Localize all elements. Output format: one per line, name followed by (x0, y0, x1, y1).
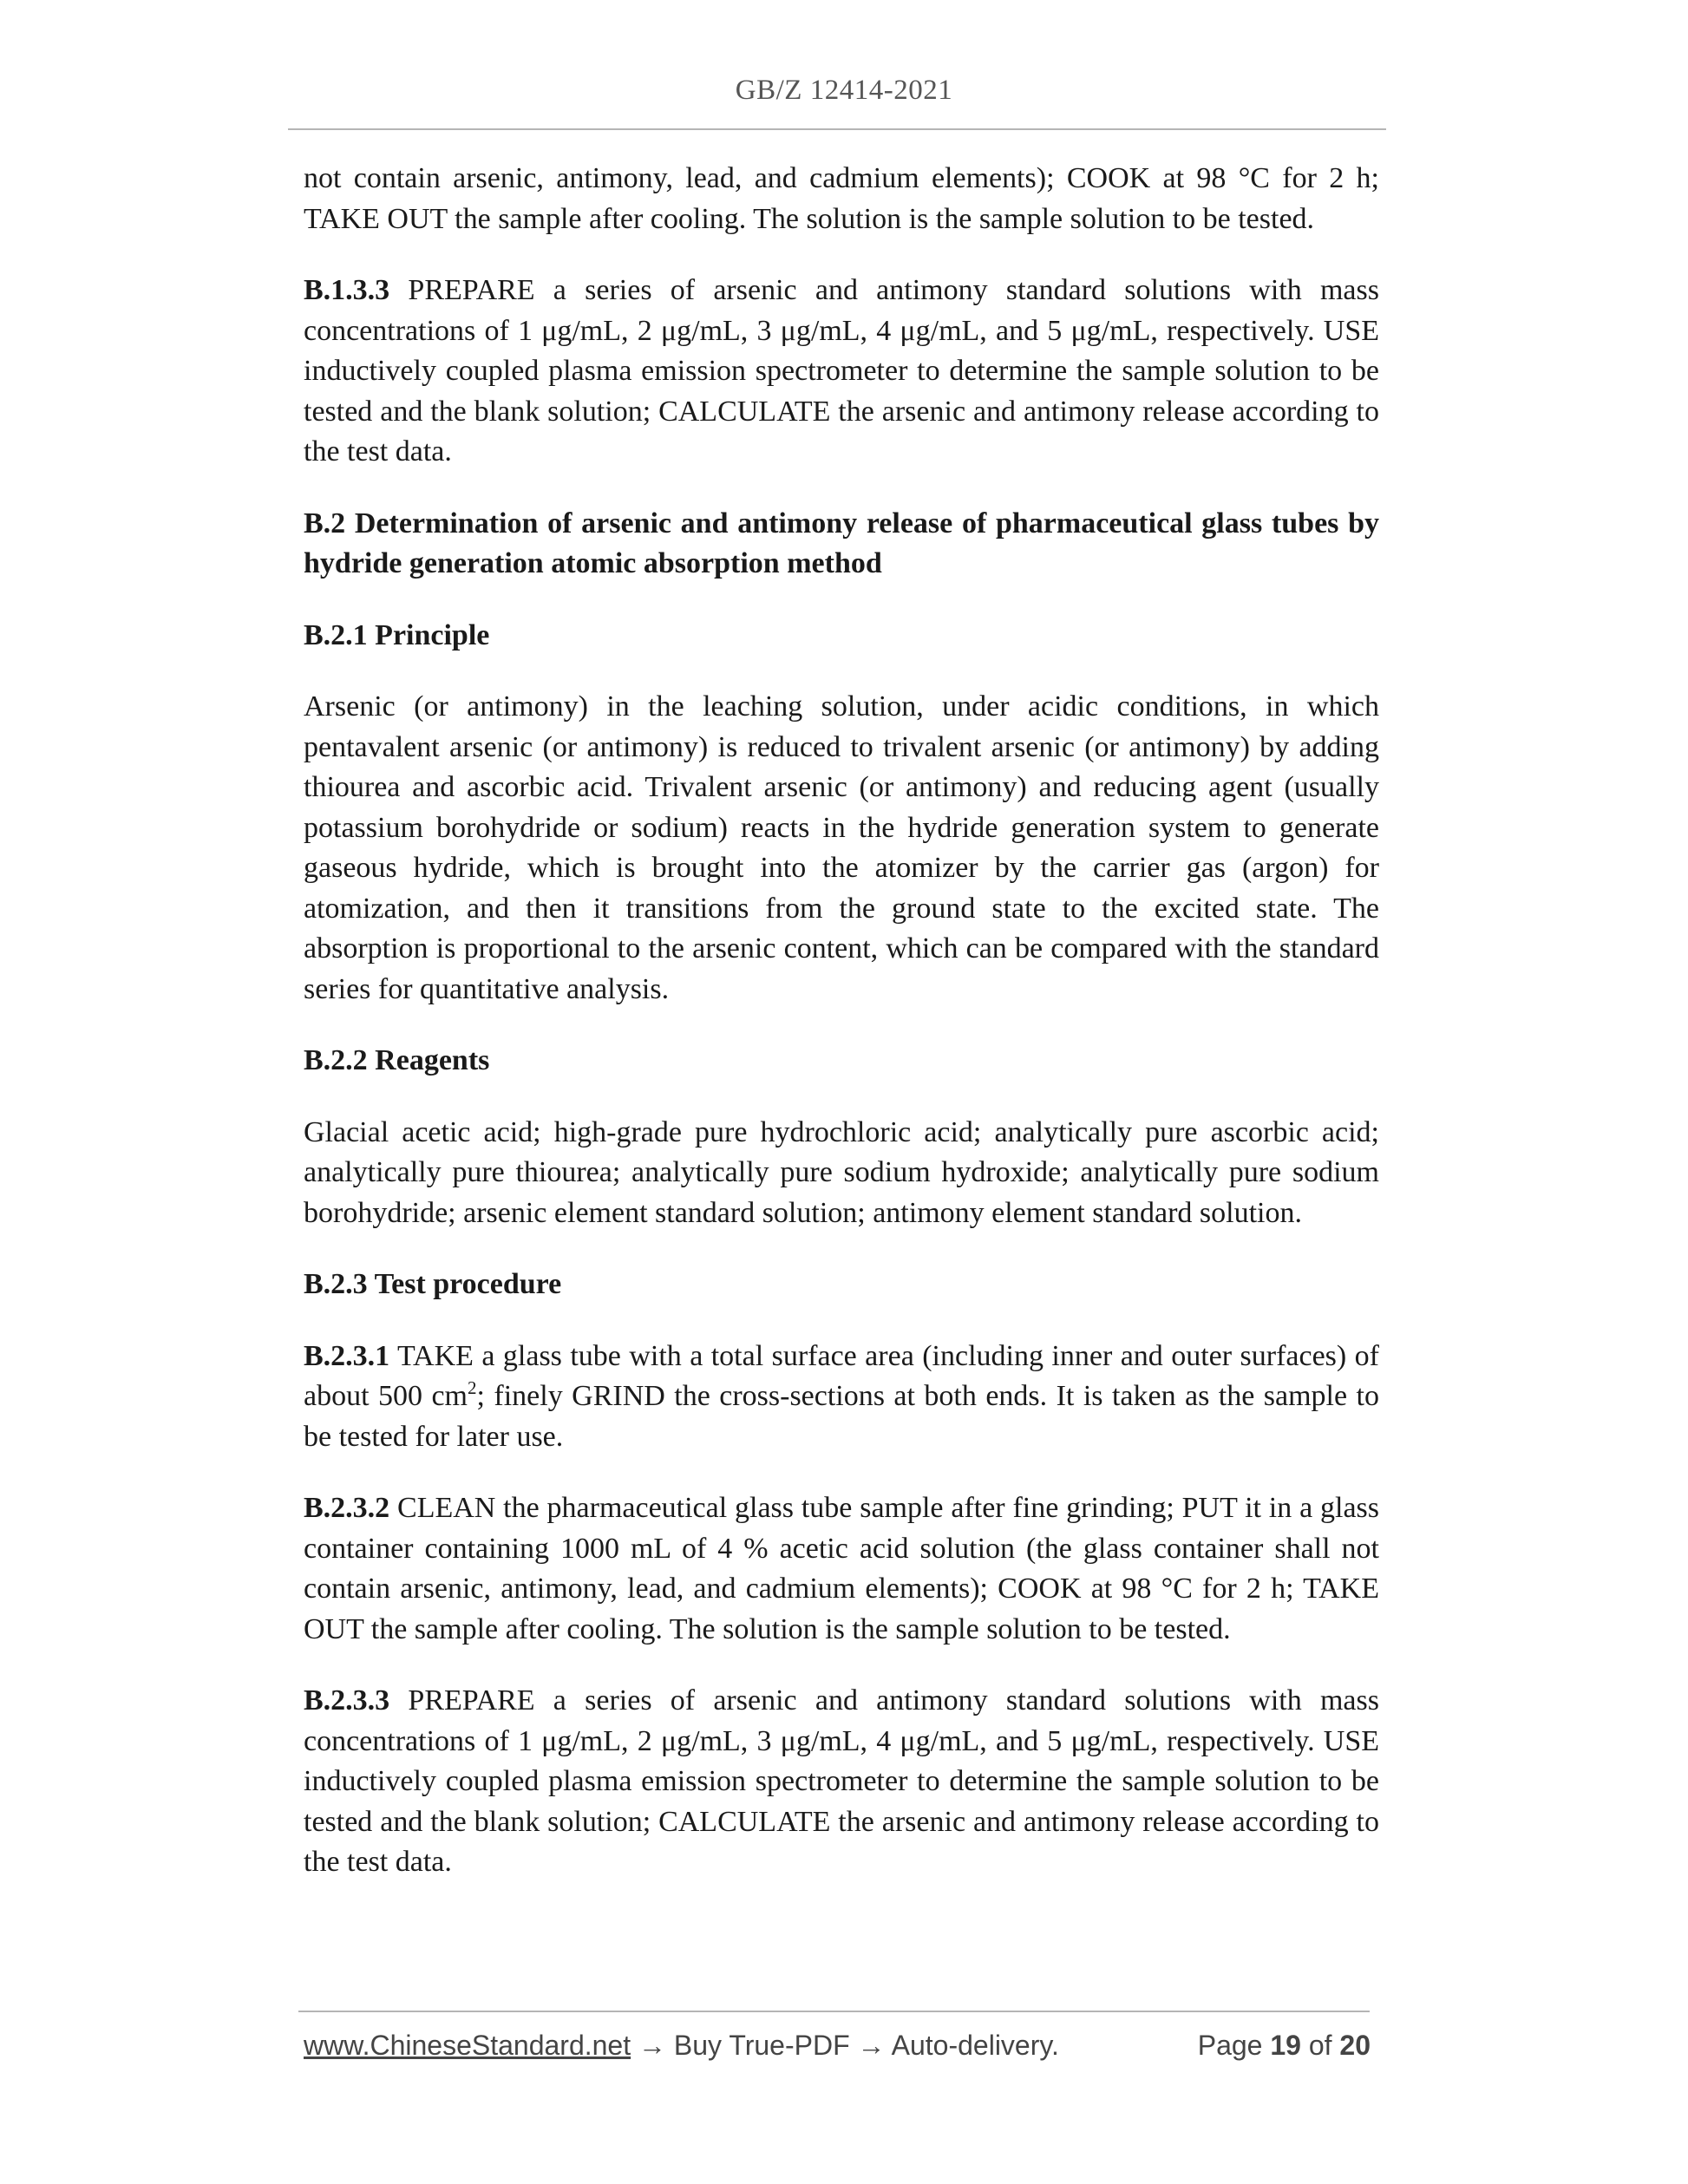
clause-text: PREPARE a series of arsenic and antimony standard solutions with mass concentrations of 1 μg/mL, 2 μg/mL, 3 μg/mL, 4 μg/mL, and 5 μg/mL, respectively. USE inductively coupled plasma emission spectrometer to determine the sample solution to be tested and the blank solution; CALCULATE the arsenic and antimony release according to the test data. (304, 1684, 1379, 1878)
footer-divider (298, 2011, 1370, 2012)
clause-b-2-3-3 (304, 1681, 1379, 1883)
page-of: of (1308, 2030, 1332, 2061)
page-current: 19 (1270, 2030, 1301, 2061)
superscript: 2 (467, 1377, 477, 1398)
clause-b-2-3-1 (304, 1337, 1379, 1458)
clause-number: B.2.3.3 (304, 1684, 390, 1716)
section-heading-b2-2: B.2.2 Reagents (304, 1044, 490, 1076)
clause-text: CLEAN the pharmaceutical glass tube sample after fine grinding; PUT it in a glass container containing 1000 mL of 4 % acetic acid solution (the glass container shall not contain arsenic, antimony, lead, and cadmium elements); COOK at 98 °C for 2 h; TAKE OUT the sample after cooling. The solution is the sample solution to be tested. (304, 1492, 1379, 1645)
paragraph-text: Arsenic (or antimony) in the leaching solution, under acidic conditions, in which pentavalent arsenic (or antimony) is reduced to trivalent arsenic (or antimony) by adding thiourea and ascorbic acid. Trivalent arsenic (or antimony) and reducing agent (usually potassium borohydride or sodium) reacts in the hydride generation system to generate gaseous hydride, which is brought into the atomizer by the carrier gas (argon) for atomization, and then it transitions from the ground state to the excited state. The absorption is proportional to the arsenic content, which can be compared with the standard series for quantitative analysis. (304, 690, 1379, 1005)
clause-number: B.2.3.2 (304, 1492, 390, 1524)
principle-paragraph (304, 687, 1379, 1010)
clause-number: B.1.3.3 (304, 274, 390, 306)
website-link[interactable]: www.ChineseStandard.net (304, 2030, 631, 2061)
clause-text: PREPARE a series of arsenic and antimony standard solutions with mass concentrations of 1 μg/mL, 2 μg/mL, 3 μg/mL, 4 μg/mL, and 5 μg/mL, respectively. USE inductively coupled plasma emission spectrometer to determine the sample solution to be tested and the blank solution; CALCULATE the arsenic and antimony release according to the test data. (304, 274, 1379, 468)
clause-text-continued: ; finely GRIND the cross-sections at both ends. It is taken as the sample to be tested for later use. (304, 1380, 1379, 1453)
paragraph-continued (304, 159, 1379, 239)
paragraph-text: Glacial acetic acid; high-grade pure hydrochloric acid; analytically pure ascorbic acid; analytically pure thiourea; analytically pure sodium hydroxide; analytically pure sodium borohydride; arsenic element standard solution; antimony element standard solution. (304, 1115, 1379, 1229)
clause-b-2-3-2 (304, 1488, 1379, 1650)
page-label: Page (1197, 2030, 1263, 2061)
page-number (1198, 2030, 1371, 2062)
footer-tagline: → Buy True-PDF → Auto-delivery. (631, 2030, 1059, 2061)
page-total: 20 (1339, 2030, 1371, 2061)
section-heading-b2-3: B.2.3 Test procedure (304, 1268, 562, 1300)
footer-left (304, 2030, 1059, 2062)
section-heading-b2: B.2 Determination of arsenic and antimony release of pharmaceutical glass tubes by hydride generation atomic absorption method (304, 507, 1379, 579)
running-header-title: GB/Z 12414-2021 (735, 75, 953, 106)
paragraph-text: not contain arsenic, antimony, lead, and cadmium elements); COOK at 98 °C for 2 h; TAKE OUT the sample after cooling. The solution is the sample solution to be tested. (304, 162, 1379, 235)
section-heading-b2-1: B.2.1 Principle (304, 618, 490, 651)
reagents-paragraph (304, 1113, 1379, 1234)
header-divider (288, 128, 1386, 130)
clause-number: B.2.3.1 (304, 1339, 390, 1372)
clause-text: TAKE a glass tube with a total surface area (including inner and outer surfaces) of about 500 cm (304, 1339, 1379, 1412)
document-body (304, 159, 1379, 1914)
clause-b-1-3-3 (304, 271, 1379, 473)
